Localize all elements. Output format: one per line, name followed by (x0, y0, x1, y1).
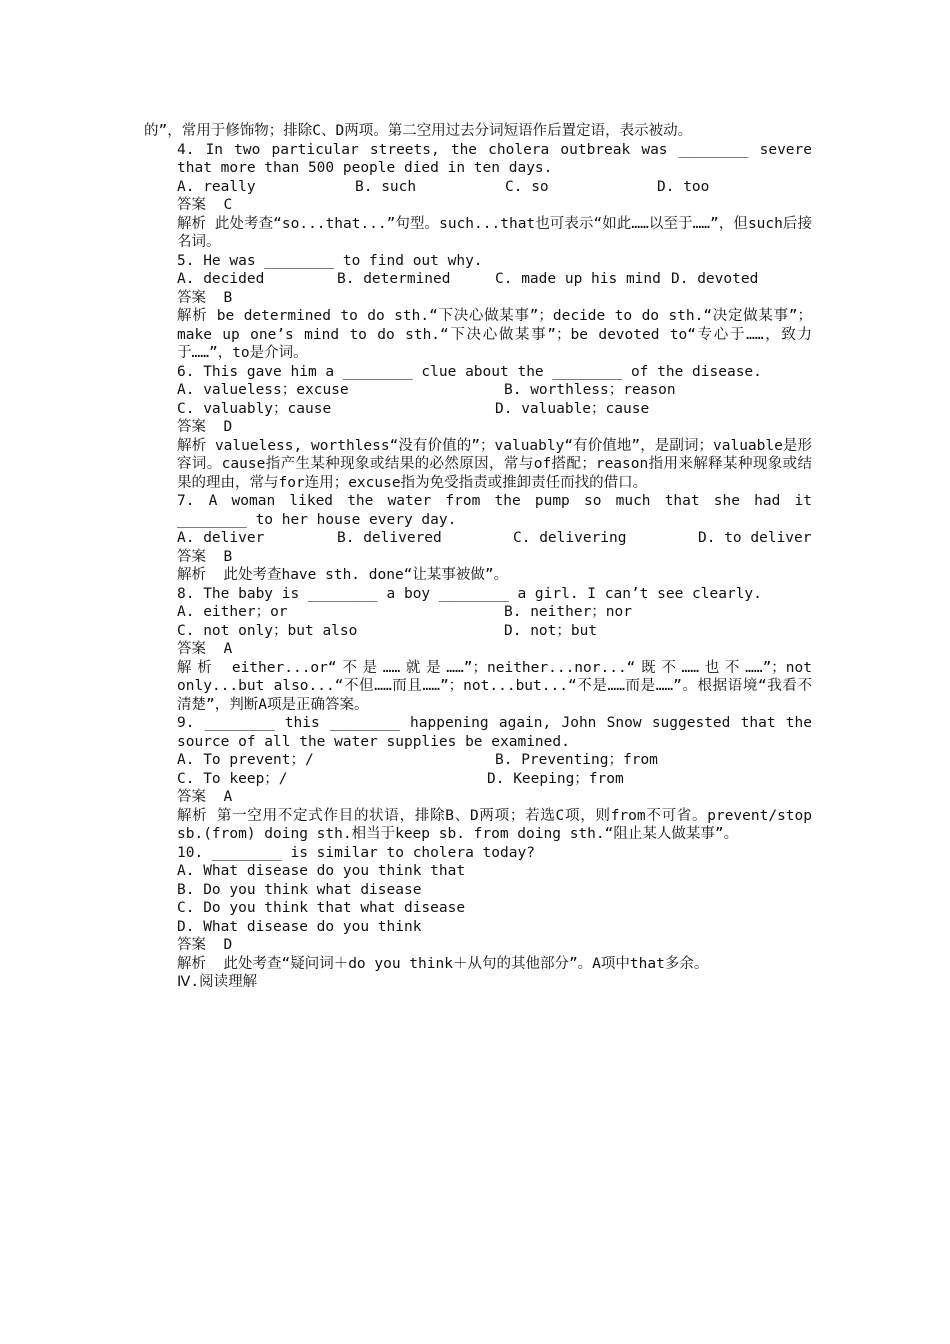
question-4: 4. In two particular streets, the cholera outbreak was ________ severe that more than 500 people died in ten days. (177, 141, 812, 176)
explanation: 解析 此处考查“so...that...”句型。such...that也可表示“如此……以至于……”，但such后接名词。 (177, 215, 812, 250)
question-9: 9. ________ this ________ happening again, John Snow suggested that the source of all the water supplies be examined. (177, 715, 812, 750)
answer: 答案 D (177, 419, 233, 435)
answer: 答案 C (177, 197, 233, 213)
option-b: B. determined (337, 271, 451, 287)
option-c: C. valuably；cause (177, 400, 332, 417)
option-d: D. not；but (504, 622, 598, 639)
option-c: C. delivering (513, 530, 627, 546)
option-b: B. such (355, 178, 417, 195)
text-line: 的”，常用于修饰物；排除C、D两项。第二空用过去分词短语作后置定语，表示被动。 (144, 123, 693, 139)
answer: 答案 A (177, 789, 233, 805)
option-c: C. Do you think that what disease (177, 900, 466, 916)
option-c: C. made up his mind (495, 271, 661, 287)
option-a: A. What disease do you think that (177, 863, 466, 879)
option-d: D. What disease do you think (177, 918, 422, 935)
answer: 答案 D (177, 937, 233, 953)
question-6: 6. This gave him a ________ clue about the ________ of the disease. (177, 363, 762, 380)
question-7: 7. A woman liked the water from the pump so much that she had it ________ to her house every day. (177, 493, 812, 528)
options-row (144, 178, 812, 197)
option-d: D. Keeping；from (487, 770, 624, 787)
document-page (144, 122, 812, 992)
option-d: D. too (657, 178, 710, 195)
explanation: 解析 be determined to do sth.“下决心做某事”；decide to do sth.“决定做某事”；make up one’s mind to do sth.“下决心做某事”；be devoted to“专心于……，致力于……”，to是介词。 (177, 308, 812, 361)
answer: 答案 A (177, 641, 233, 657)
option-a: A. valueless；excuse (177, 382, 349, 398)
option-c: C. To keep；/ (177, 770, 288, 787)
options-row (144, 770, 812, 789)
options-row (144, 603, 812, 622)
options-row (144, 270, 812, 289)
explanation: 解析 此处考查have sth. done“让某事被做”。 (177, 567, 509, 583)
option-c: C. so (505, 178, 549, 195)
option-b: B. Do you think what disease (177, 881, 422, 898)
option-a: A. really (177, 178, 256, 195)
option-d: D. valuable；cause (495, 400, 650, 417)
option-b: B. Preventing；from (495, 752, 658, 768)
option-c: C. not only；but also (177, 622, 358, 639)
option-d: D. devoted (671, 271, 759, 287)
section-heading: Ⅳ.阅读理解 (177, 974, 258, 990)
option-a: A. To prevent；/ (177, 752, 314, 768)
option-b: B. delivered (337, 530, 442, 546)
option-a: A. either；or (177, 604, 288, 620)
answer: 答案 B (177, 548, 233, 565)
explanation: 解析 valueless, worthless“没有价值的”；valuably“有价值地”，是副词；valuable是形容词。cause指产生某种现象或结果的必然原因，常与of搭配；reason指用来解释某种现象或结果的理由，常与for连用；excuse指为免受指责或推卸责任而找的借口。 (177, 437, 812, 491)
question-10: 10. ________ is similar to cholera today? (177, 844, 535, 861)
option-a: A. decided (177, 271, 265, 287)
option-d: D. to deliver (698, 530, 812, 546)
explanation: 解析 第一空用不定式作目的状语，排除B、D两项；若选C项，则from不可省。prevent/stop sb.(from) doing sth.相当于keep sb. from doing sth.“阻止某人做某事”。 (177, 807, 812, 842)
question-8: 8. The baby is ________ a boy ________ a girl. I can’t see clearly. (177, 585, 762, 602)
options-row (144, 529, 812, 548)
answer: 答案 B (177, 289, 233, 306)
options-row (144, 622, 812, 641)
options-row (144, 751, 812, 770)
option-a: A. deliver (177, 530, 265, 546)
option-b: B. neither；nor (504, 604, 632, 620)
options-row (144, 400, 812, 419)
explanation: 解析 此处考查“疑问词＋do you think＋从句的其他部分”。A项中that多余。 (177, 955, 709, 972)
question-5: 5. He was ________ to find out why. (177, 252, 483, 269)
explanation: 解析 either...or“不是……就是……”；neither...nor...“既不……也不……”；not only...but also...“不但……而且……”；not...but...“不是……而是……”。根据语境“我看不清楚”，判断A项是正确答案。 (177, 659, 812, 713)
options-row (144, 381, 812, 400)
option-b: B. worthless；reason (504, 382, 676, 398)
